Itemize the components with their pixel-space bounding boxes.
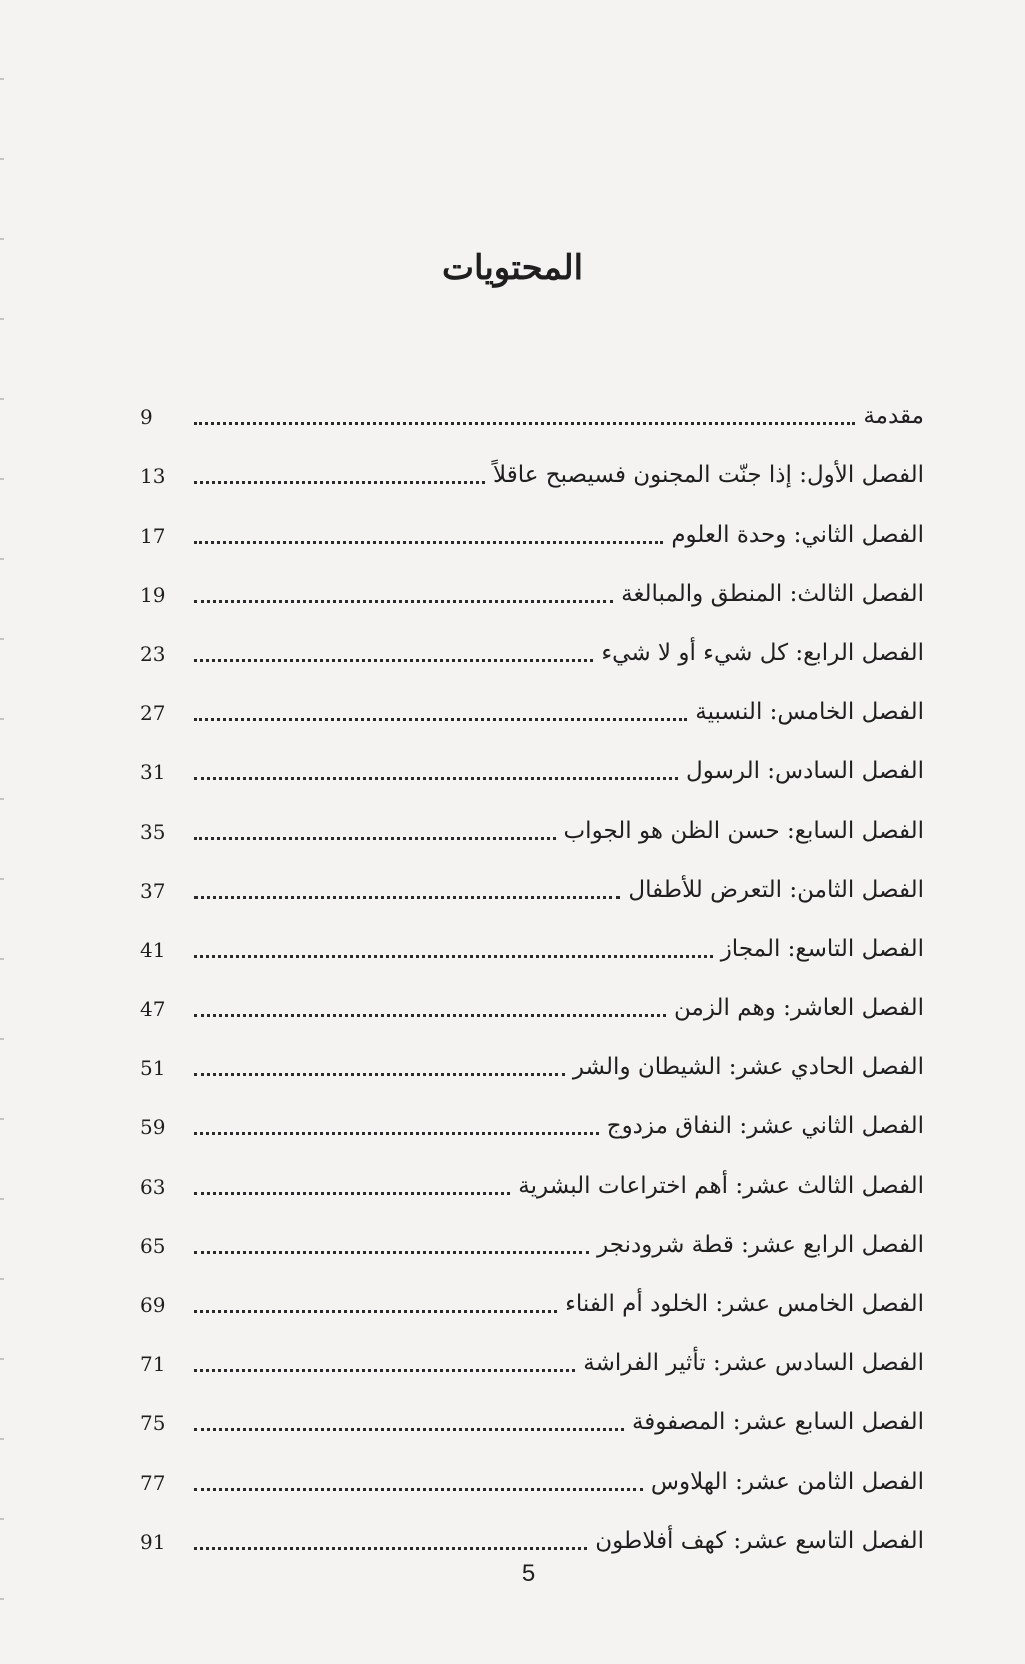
toc-entry [140,668,924,727]
entry-page-number: 17 [140,523,166,548]
page-title: المحتويات [441,248,584,288]
entry-title: الفصل السادس: الرسول [686,758,924,785]
dot-leader [194,541,663,544]
table-of-contents [140,372,924,1556]
entry-title: الفصل الثاني عشر: النفاق مزدوج [606,1113,924,1140]
dot-leader [194,1547,587,1550]
entry-page-number: 51 [140,1056,166,1081]
toc-entry [140,1319,924,1378]
entry-title: الفصل العاشر: وهم الزمن [673,995,924,1022]
dot-leader [194,1073,565,1076]
entry-page-number: 41 [140,937,166,962]
dot-leader [194,955,713,958]
dot-leader [194,1488,643,1491]
entry-title: الفصل الثالث عشر: أهم اختراعات البشرية [518,1172,924,1199]
dot-leader [194,718,687,721]
entry-title: الفصل التاسع: المجاز [720,935,924,962]
entry-page-number: 35 [140,819,166,844]
entry-page-number: 65 [140,1233,166,1258]
dot-leader [194,1132,599,1135]
page-number-folio: 5 [521,1560,536,1587]
entry-page-number: 31 [140,760,166,785]
toc-entry [140,1023,924,1082]
toc-entry [140,609,924,668]
entry-page-number: 23 [140,641,166,666]
entry-title: الفصل السابع عشر: المصفوفة [631,1409,924,1436]
dot-leader [194,1428,624,1431]
entry-title: الفصل الرابع عشر: قطة شرودنجر [597,1231,924,1258]
toc-entry [140,727,924,786]
toc-entry [140,786,924,845]
entry-page-number: 71 [140,1352,166,1377]
toc-entry [140,372,924,431]
dot-leader [194,481,485,484]
entry-page-number: 37 [140,878,166,903]
entry-title: الفصل الثاني: وحدة العلوم [671,521,924,548]
entry-title: الفصل الأول: إذا جنّت المجنون فسيصبح عاقلاً [493,462,924,489]
entry-title: الفصل الثامن عشر: الهلاوس [650,1468,924,1495]
toc-entry [140,905,924,964]
dot-leader [194,422,855,425]
entry-page-number: 47 [140,997,166,1022]
dot-leader [194,600,613,603]
toc-entry [140,1201,924,1260]
dot-leader [194,1369,575,1372]
entry-page-number: 27 [140,701,166,726]
entry-title: الفصل السابع: حسن الظن هو الجواب [563,817,924,844]
toc-entry [140,431,924,490]
entry-title: الفصل الخامس عشر: الخلود أم الفناء [565,1291,924,1317]
entry-page-number: 69 [140,1293,166,1317]
toc-entry [140,490,924,549]
toc-entry [140,550,924,609]
entry-page-number: 9 [140,405,153,430]
toc-entry [140,1437,924,1496]
entry-title: الفصل الرابع: كل شيء أو لا شيء [601,639,924,666]
toc-entry [140,846,924,905]
entry-title: الفصل الحادي عشر: الشيطان والشر [572,1054,924,1081]
dot-leader [194,1310,557,1313]
toc-entry [140,1082,924,1141]
entry-page-number: 77 [140,1470,166,1495]
dot-leader [194,1251,589,1254]
dot-leader [194,659,593,662]
toc-entry [140,1378,924,1437]
entry-page-number: 13 [140,464,166,489]
toc-entry [140,1141,924,1200]
toc-entry [140,964,924,1023]
entry-page-number: 19 [140,582,166,607]
entry-title: الفصل الثالث: المنطق والمبالغة [621,580,924,607]
toc-entry [140,1260,924,1319]
entry-page-number: 59 [140,1115,166,1140]
dot-leader [194,837,556,840]
dot-leader [194,777,678,780]
entry-title: مقدمة [863,403,924,430]
dot-leader [194,1014,666,1017]
dot-leader [194,896,620,899]
entry-page-number: 91 [140,1529,166,1554]
entry-page-number: 75 [140,1411,166,1436]
entry-title: الفصل الثامن: التعرض للأطفال [628,876,924,903]
entry-page-number: 63 [140,1174,166,1199]
dot-leader [194,1192,510,1195]
entry-title: الفصل التاسع عشر: كهف أفلاطون [595,1527,924,1554]
entry-title: الفصل الخامس: النسبية [695,699,924,726]
toc-entry [140,1497,924,1556]
entry-title: الفصل السادس عشر: تأثير الفراشة [583,1350,924,1377]
